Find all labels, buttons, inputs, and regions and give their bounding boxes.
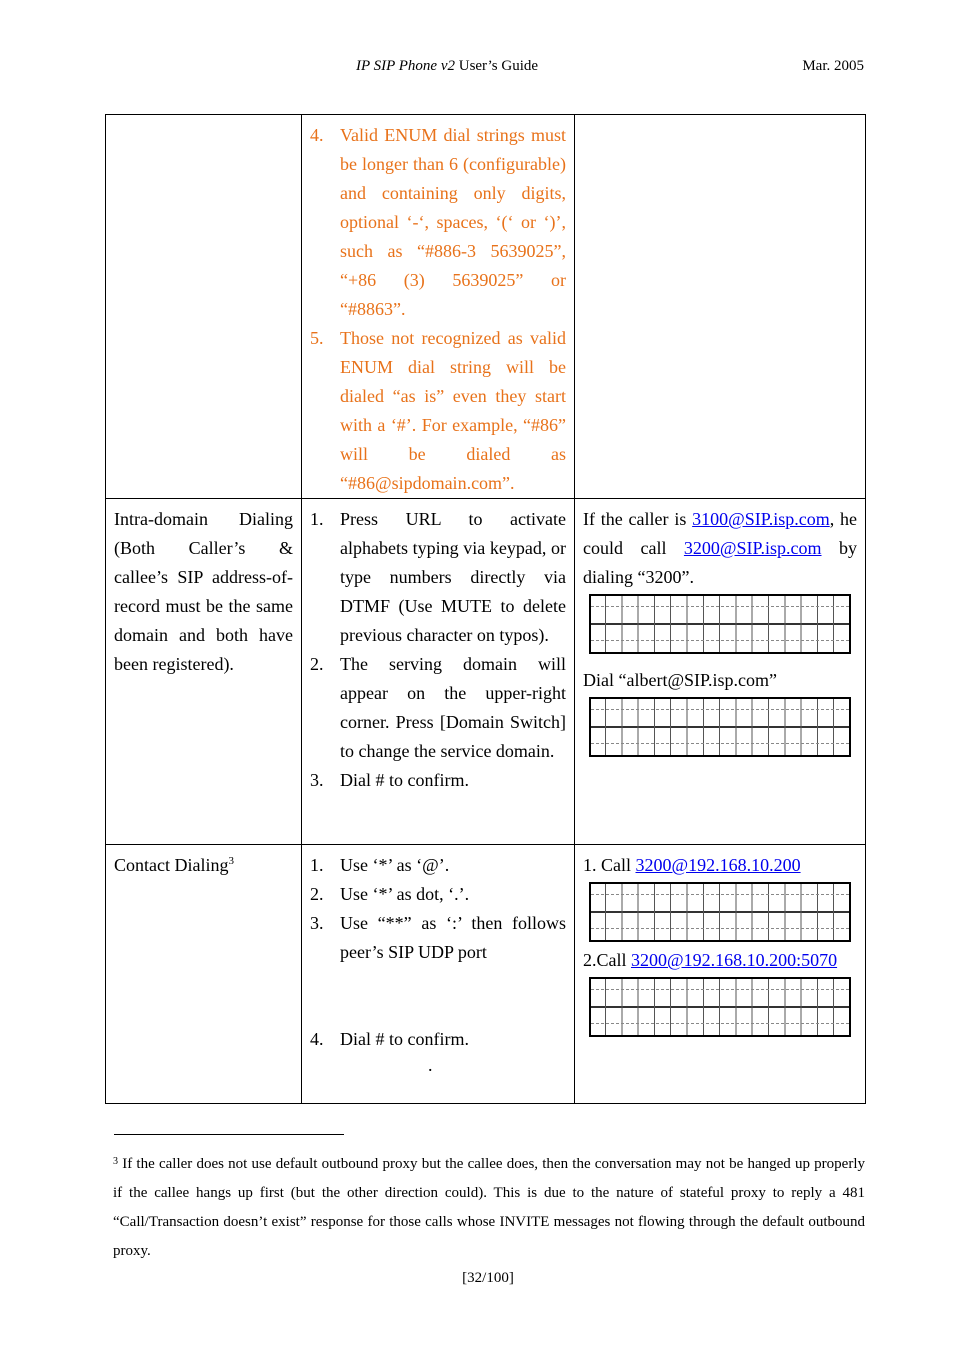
list-item: 2. Use ‘*’ as dot, ‘.’. [310, 884, 470, 904]
list-item: 1. Press URL to activate alphabets typing via keypad, or type numbers directly via DTMF (Use MUTE to delete previous character on typos). [310, 509, 566, 645]
caller-address-link[interactable]: 3100@SIP.isp.com [692, 509, 830, 529]
intra-domain-steps-list [310, 505, 566, 795]
enum-steps-list [310, 121, 566, 498]
contact-dialing-method-cell [106, 845, 302, 1104]
list-item: 4. Dial # to confirm. [310, 1029, 469, 1049]
callee-address-link[interactable]: 3200@SIP.isp.com [683, 538, 822, 558]
ip-port-address-link[interactable]: 3200@192.168.10.200:5070 [631, 950, 838, 970]
intra-domain-example-text: If the caller is 3100@SIP.isp.com, he could call 3200@SIP.isp.com by dialing “3200”. [583, 509, 857, 587]
table-row-enum [106, 115, 866, 499]
list-item: 3. Use “**” as ‘:’ then follows peer’s SIP UDP port [310, 913, 566, 962]
list-item: 2. The serving domain will appear on the upper-right corner. Press [Domain Switch] to change the service domain. [310, 654, 566, 761]
footnote-divider [114, 1134, 344, 1135]
contact-dialing-steps-list [310, 851, 566, 1054]
list-item: 1. Use ‘*’ as ‘@’. [310, 855, 450, 875]
ip-address-link[interactable]: 3200@192.168.10.200 [635, 855, 801, 875]
list-item: 4. Valid ENUM dial strings must be longer than 6 (configurable) and containing only digits, optional ‘-‘, spaces, ‘(‘ or ‘)’, such as “#886-3 5639025”, “+86 (3) 5639025” or “#8863”. [310, 125, 566, 319]
call-example-1: 1. Call 3200@192.168.10.200 [583, 855, 801, 875]
footnote-marker: 3 [113, 1156, 118, 1167]
footnote-reference: 3 [228, 855, 234, 867]
row-enum-steps-cell [302, 115, 575, 499]
footnote [113, 1150, 865, 1266]
row-enum-method-cell [106, 115, 302, 499]
lcd-display-image [589, 882, 851, 942]
intra-domain-example-cell [575, 499, 866, 845]
dialing-methods-table [105, 114, 866, 1104]
intra-domain-description: Intra-domain Dialing (Both Caller’s & callee’s SIP address-of-record must be the same domain and both have been registered). [114, 509, 293, 674]
header-guide-label: User’s Guide [454, 58, 539, 74]
page-header-date: Mar. 2005 [802, 58, 864, 74]
contact-dialing-example-cell [575, 845, 866, 1104]
list-item: 5. Those not recognized as valid ENUM dial string will be dialed “as is” even they start with a ‘#’. For example, “#86” will be dialed as “#86@sipdomain.com”. [310, 328, 566, 493]
intra-domain-steps-cell [302, 499, 575, 845]
lcd-display-image [589, 697, 851, 757]
contact-dialing-label: Contact Dialing [114, 855, 229, 875]
stray-period: . [428, 1055, 433, 1075]
row-enum-example-cell [575, 115, 866, 499]
intra-domain-method-cell [106, 499, 302, 845]
call-example-2: 2.Call 3200@192.168.10.200:5070 [583, 950, 838, 970]
contact-dialing-steps-cell [302, 845, 575, 1104]
list-item: 3. Dial # to confirm. [310, 770, 469, 790]
table-row-contact-dialing [106, 845, 866, 1104]
footnote-text: If the caller does not use default outbound proxy but the callee does, then the conversation may not be hanged up properly if the callee hangs up first (but the other direction could). This is due to the nature of stateful proxy to reply a 481 “Call/Transaction doesn’t exist” response for those calls whose INVITE messages not flowing through the default outbound proxy. [113, 1156, 865, 1259]
dial-albert-caption: Dial “albert@SIP.isp.com” [583, 670, 778, 690]
page-header-title [0, 58, 894, 75]
table-row-intra-domain [106, 499, 866, 845]
page-number: [32/100] [462, 1270, 514, 1286]
header-product-name: IP SIP Phone v2 [355, 58, 455, 74]
lcd-display-image [589, 594, 851, 654]
lcd-display-image [589, 977, 851, 1037]
